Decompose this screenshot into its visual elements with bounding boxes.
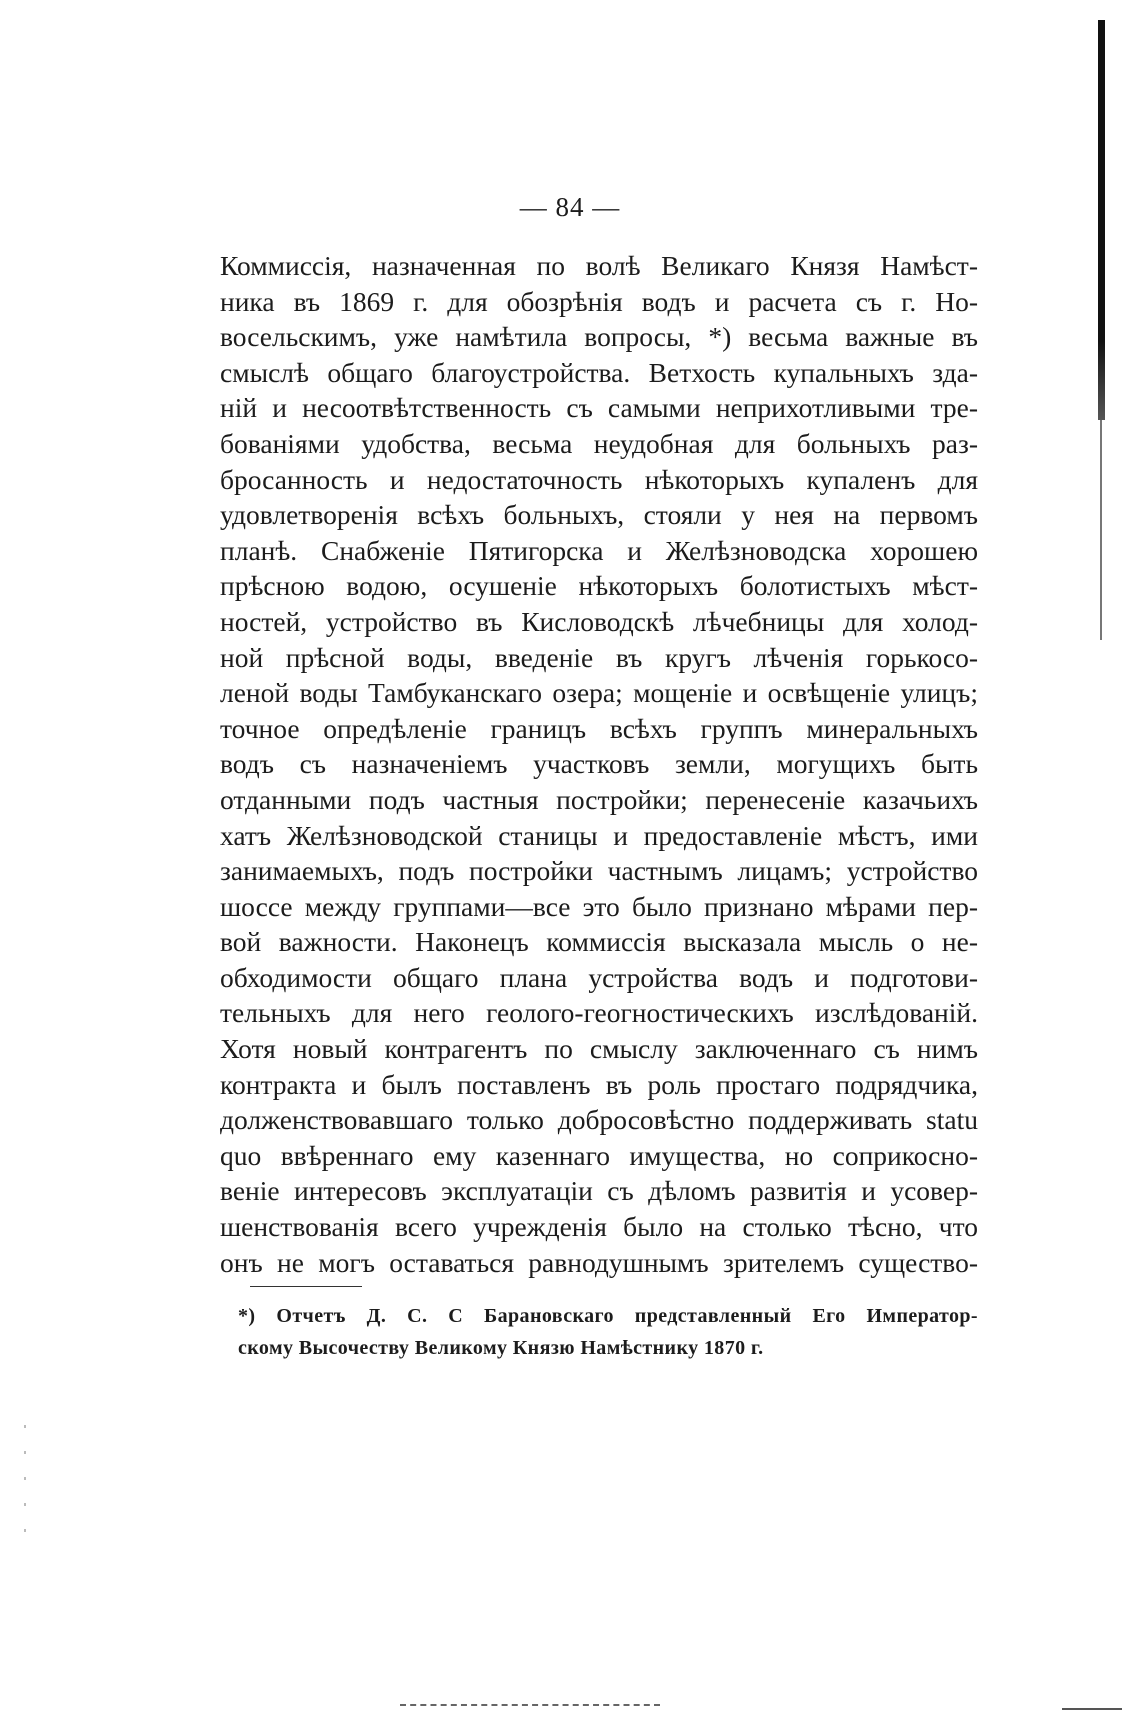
text-line: отданными подъ частныя постройки; перенесеніе казачьихъ [220, 783, 978, 815]
text-line: смыслѣ общаго благоустройства. Ветхость купальныхъ зда- [220, 356, 978, 388]
scan-edge-line [1100, 420, 1102, 640]
text-line: вой важности. Наконецъ коммиссія высказала мысль о не- [220, 926, 978, 958]
text-line: обходимости общаго плана устройства водъ и подготови- [220, 961, 978, 993]
text-line: точное опредѣленіе границъ всѣхъ группъ минеральныхъ [220, 712, 978, 744]
scan-corner-mark [1062, 1708, 1122, 1710]
text-line: шоссе между группами—все это было признано мѣрами пер- [220, 890, 978, 922]
text-line: Коммиссія, назначенная по волѣ Великаго Князя Намѣст- [220, 250, 978, 281]
text-line: ностей, устройство въ Кисловодскѣ лѣчебницы для холод- [220, 605, 978, 637]
text-line: хатъ Желѣзноводской станицы и предоставленіе мѣстъ, ими [220, 819, 978, 851]
text-line: quo ввѣреннаго ему казеннаго имущества, но соприкосно- [220, 1139, 978, 1171]
footnote-divider [250, 1286, 362, 1287]
page-number: — 84 — [519, 192, 621, 222]
text-line: бованіями удобства, весьма неудобная для больныхъ раз- [220, 427, 978, 459]
footnote-line: *) Отчетъ Д. С. С Барановскаго представленный Его Император- [238, 1305, 978, 1327]
body-text [220, 248, 978, 1280]
text-line: водъ съ назначеніемъ участковъ земли, могущихъ быть [220, 748, 978, 780]
text-line: прѣсною водою, осушеніе нѣкоторыхъ болотистыхъ мѣст- [220, 570, 978, 602]
text-line: шенствованія всего учрежденія было на столько тѣсно, что [220, 1211, 978, 1243]
text-line: контракта и былъ поставленъ въ роль простаго подрядчика, [220, 1068, 978, 1100]
text-line: удовлетворенія всѣхъ больныхъ, стояли у нея на первомъ [220, 499, 978, 531]
text-line: онъ не могъ оставаться равнодушнымъ зрителемъ существо- [220, 1246, 978, 1278]
text-line: ной прѣсной воды, введеніе въ кругъ лѣченія горькосо- [220, 641, 978, 673]
text-line: ника въ 1869 г. для обозрѣнія водъ и расчета съ г. Но- [220, 285, 978, 317]
footnote-line: скому Высочеству Великому Князю Намѣстнику 1870 г. [238, 1337, 764, 1359]
scan-left-dots [24, 1425, 26, 1535]
text-line: ній и несоотвѣтственность съ самыми неприхотливыми тре- [220, 392, 978, 424]
text-line: бросанность и недостаточность нѣкоторыхъ купаленъ для [220, 463, 978, 495]
text-line: долженствовавшаго только добросовѣстно поддерживать statu [220, 1104, 978, 1136]
text-line: восельскимъ, уже намѣтила вопросы, *) весьма важные въ [220, 321, 978, 353]
scan-bottom-smudge [400, 1704, 660, 1706]
text-line: планѣ. Снабженіе Пятигорска и Желѣзноводска хорошею [220, 534, 978, 566]
text-line: веніе интересовъ эксплуатаціи съ дѣломъ развитія и усовер- [220, 1175, 978, 1207]
text-line: занимаемыхъ, подъ постройки частнымъ лицамъ; устройство [220, 855, 978, 887]
text-line: Хотя новый контрагентъ по смыслу заключеннаго съ нимъ [220, 1033, 978, 1065]
footnote [238, 1300, 978, 1364]
text-line: тельныхъ для него геолого-геогностическихъ изслѣдованій. [220, 997, 978, 1029]
text-line: леной воды Тамбуканскаго озера; мощеніе и освѣщеніе улицъ; [220, 677, 978, 709]
